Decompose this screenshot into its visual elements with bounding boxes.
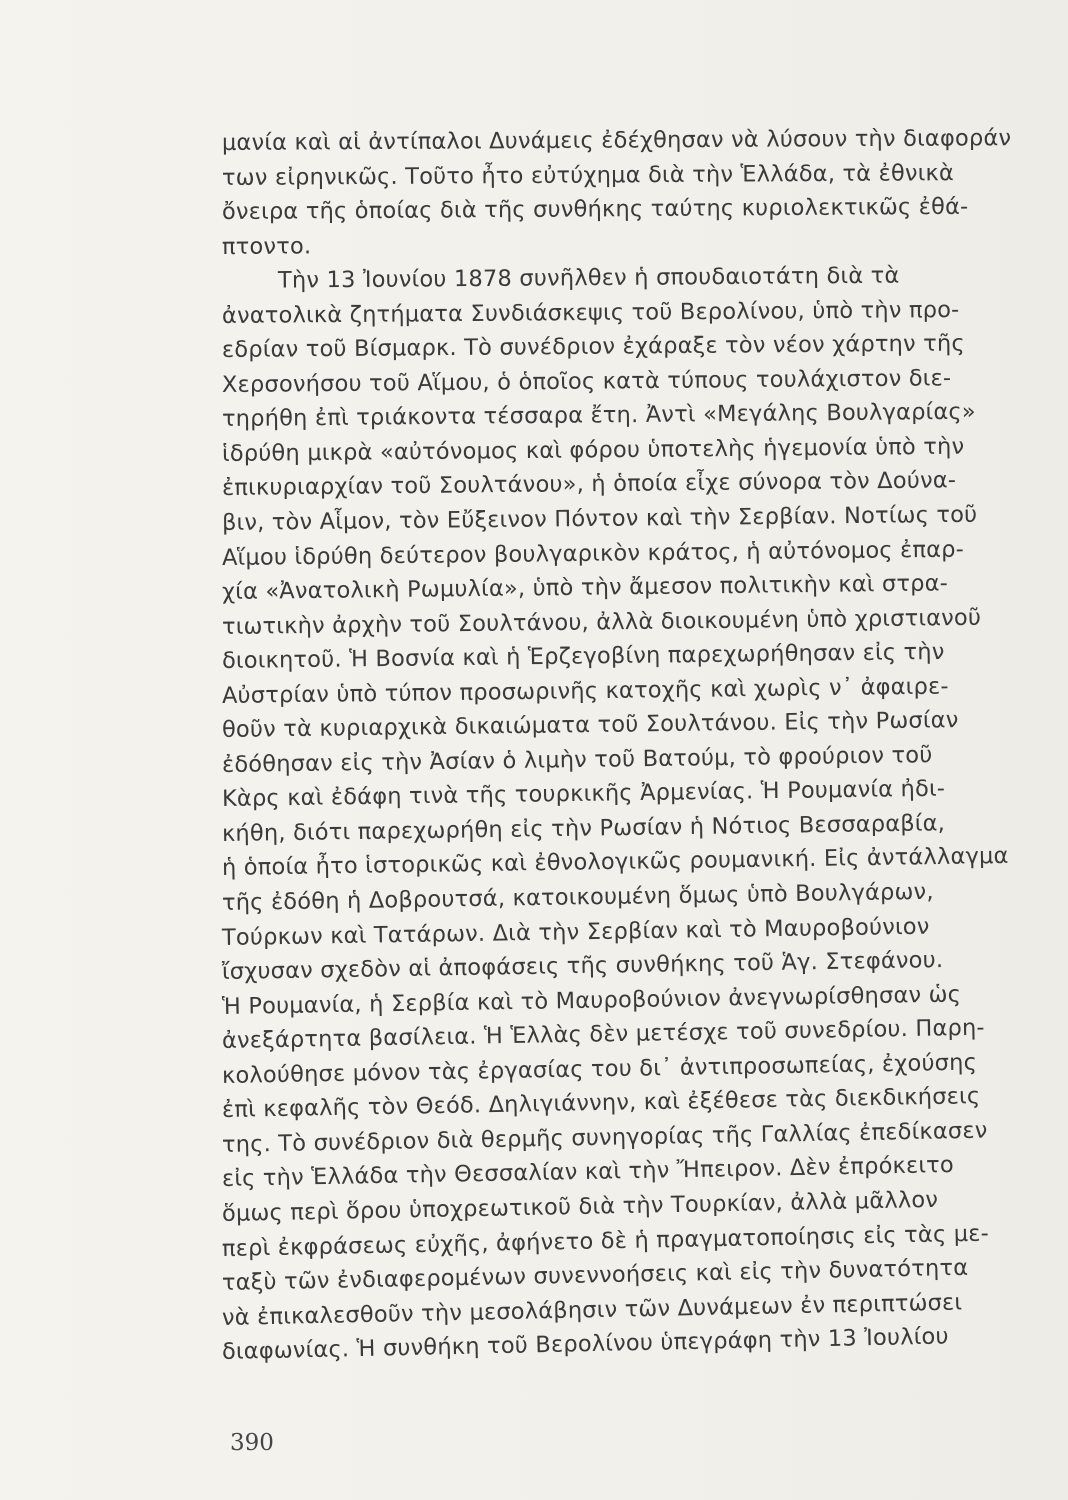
text-line: εδρίαν τοῦ Βίσμαρκ. Τὸ συνέδριον ἐχάραξε τὸν νέον χάρτην τῆς [221, 330, 965, 364]
text-line: χία «Ἀνατολικὴ Ρωμυλία», ὑπὸ τὴν ἄμεσον πολιτικὴν καὶ στρα- [221, 570, 949, 606]
text-line: ὄνειρα τῆς ὁποίας διὰ τῆς συνθήκης ταύτης κυριολεκτικῶς ἐθά- [221, 193, 969, 226]
text-line: τῆς ἐδόθη ἡ Δοβρουτσά, κατοικουμένη ὅμως ὑπὸ Βουλγάρων, [221, 878, 934, 917]
text-line: τηρήθη ἐπὶ τριάκοντα τέσσαρα ἔτη. Ἀντὶ «Μεγάλης Βουλγαρίας» [221, 399, 976, 433]
body-text [222, 126, 1062, 1370]
text-line: της. Τὸ συνέδριον διὰ θερμῆς συνηγορίας τῆς Γαλλίας ἐπεδίκασεν [221, 1117, 988, 1158]
text-line: κήθη, διότι παρεχωρήθη εἰς τὴν Ρωσίαν ἡ Νότιος Βεσσαραβία, [221, 810, 946, 847]
page-number: 390 [230, 1430, 274, 1456]
text-line: θοῦν τὰ κυριαρχικὰ δικαιώματα τοῦ Σουλτάνου. Εἰς τὴν Ρωσίαν [221, 707, 959, 744]
text-line: ἡ ὁποία ἦτο ἱστορικῶς καὶ ἐθνολογικῶς ρουμανική. Εἰς ἀντάλλαγμα [221, 843, 1009, 882]
text-line: Κὰρς καὶ ἐδάφη τινὰ τῆς τουρκικῆς Ἀρμενίας. Ἡ Ρουμανία ἠδι- [221, 776, 946, 813]
text-line: διοικητοῦ. Ἡ Βοσνία καὶ ἡ Ἑρζεγοβίνη παρεχωρήθησαν εἰς τὴν [221, 639, 945, 675]
text-line: νὰ ἐπικαλεσθοῦν τὴν μεσολάβησιν τῶν Δυνάμεων ἐν περιπτώσει [221, 1289, 963, 1331]
text-line: των εἰρηνικῶς. Τοῦτο ἦτο εὐτύχημα διὰ τὴν Ἑλλάδα, τὰ ἐθνικὰ [221, 159, 955, 191]
text-line: Χερσονήσου τοῦ Αἵμου, ὁ ὁποῖος κατὰ τύπους τουλάχιστον διε- [221, 365, 952, 398]
text-line: Τούρκων καὶ Τατάρων. Διὰ τὴν Σερβίαν καὶ τὸ Μαυροβούνιον [221, 913, 930, 951]
text-line: ἐδόθησαν εἰς τὴν Ἀσίαν ὁ λιμὴν τοῦ Βατούμ, τὸ φρούριον τοῦ [221, 741, 933, 778]
text-line: περὶ ἐκφράσεως εὐχῆς, ἀφήνετο δὲ ἡ πραγματοποίησις εἰς τὰς με- [221, 1220, 990, 1262]
text-line: εἰς τὴν Ἑλλάδα τὴν Θεσσαλίαν καὶ τὴν Ἤπειρον. Δὲν ἐπρόκειτο [221, 1152, 955, 1193]
text-line: ἴσχυσαν σχεδὸν αἱ ἀποφάσεις τῆς συνθήκης τοῦ Ἁγ. Στεφάνου. [221, 947, 944, 986]
text-line: Ἡ Ρουμανία, ἡ Σερβία καὶ τὸ Μαυροβούνιον ἀνεγνωρίσθησαν ὡς [221, 981, 962, 1020]
text-line: ἀνατολικὰ ζητήματα Συνδιάσκεψις τοῦ Βερολίνου, ὑπὸ τὴν προ- [221, 296, 960, 329]
text-line: Τὴν 13 Ἰουνίου 1878 συνῆλθεν ἡ σπουδαιοτάτη διὰ τὰ [277, 262, 900, 294]
text-line: ὅμως περὶ ὅρου ὑποχρεωτικοῦ διὰ τὴν Τουρκίαν, ἀλλὰ μᾶλλον [221, 1186, 939, 1227]
text-line: τιωτικὴν ἀρχὴν τοῦ Σουλτάνου, ἀλλὰ διοικουμένη ὑπὸ χριστιανοῦ [221, 604, 982, 640]
text-line: Αἵμου ἱδρύθη δεύτερον βουλγαρικὸν κράτος, ἡ αὐτόνομος ἐπαρ- [221, 536, 965, 571]
text-line: μανία καὶ αἱ ἀντίπαλοι Δυνάμεις ἐδέχθησαν νὰ λύσουν τὴν διαφοράν [221, 125, 1012, 156]
text-line: βιν, τὸν Αἷμον, τὸν Εὔξεινον Πόντον καὶ τὴν Σερβίαν. Νοτίως τοῦ [221, 501, 978, 537]
text-line: ταξὺ τῶν ἐνδιαφερομένων συνεννοήσεις καὶ εἰς τὴν δυνατότητα [221, 1254, 969, 1297]
text-line: ἀνεξάρτητα βασίλεια. Ἡ Ἑλλὰς δὲν μετέσχε τοῦ συνεδρίου. Παρη- [221, 1014, 985, 1055]
text-line: ἱδρύθη μικρὰ «αὐτόνομος καὶ φόρου ὑποτελὴς ἡγεμονία ὑπὸ τὴν [221, 433, 965, 467]
text-line: ἐπὶ κεφαλῆς τὸν Θεόδ. Δηλιγιάννην, καὶ ἐξέθεσε τὰς διεκδικήσεις [221, 1083, 981, 1124]
text-line: διαφωνίας. Ἡ συνθήκη τοῦ Βερολίνου ὑπεγράφη τὴν 13 Ἰουλίου [221, 1323, 949, 1366]
text-line: ἐπικυριαρχίαν τοῦ Σουλτάνου», ἡ ὁποία εἶχε σύνορα τὸν Δούνα- [221, 467, 957, 502]
text-line: πτοντο. [221, 232, 312, 260]
text-line: Αὐστρίαν ὑπὸ τύπον προσωρινῆς κατοχῆς καὶ χωρὶς ν᾽ ἀφαιρε- [221, 673, 949, 709]
text-line: κολούθησε μόνον τὰς ἐργασίας του δι᾽ ἀντιπροσωπείας, ἐχούσης [221, 1049, 978, 1089]
